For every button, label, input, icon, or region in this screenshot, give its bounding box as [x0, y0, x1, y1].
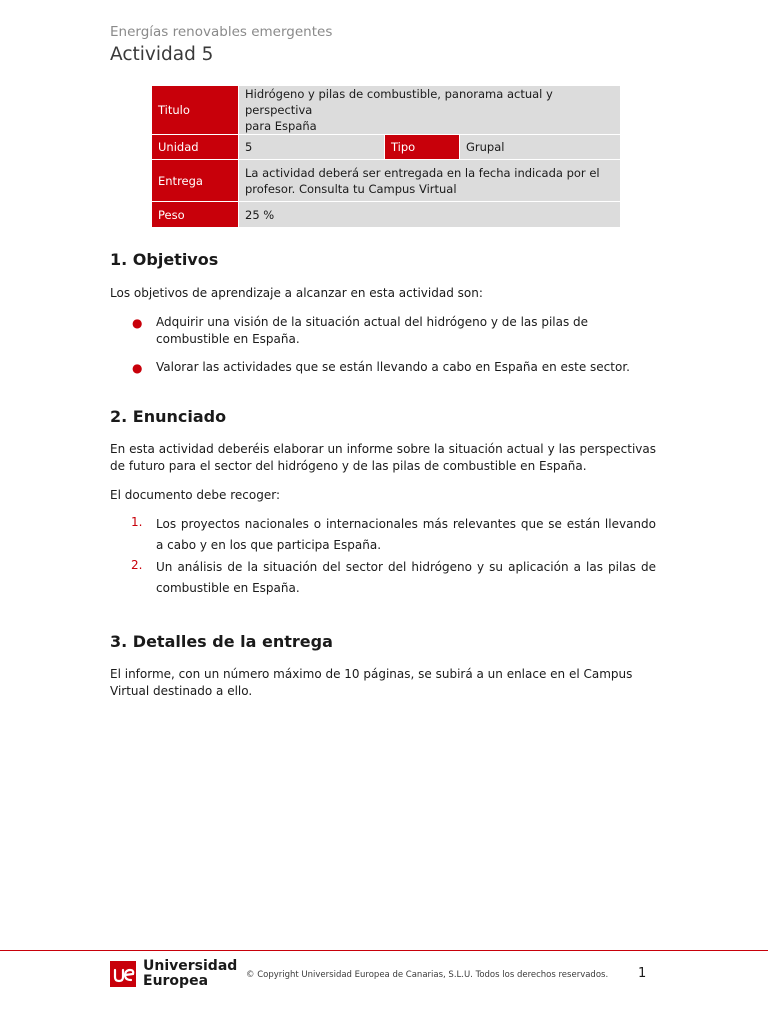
university-logo-icon [110, 961, 136, 987]
unidad-value: 5 [239, 135, 385, 160]
logo-line-1: Universidad [143, 958, 238, 974]
bullet-icon: ● [132, 361, 143, 375]
ue-logo-glyph [110, 961, 136, 987]
enunciado-paragraph-1: En esta actividad deberéis elaborar un informe sobre la situación actual y las perspectivas de futuro para el sector del hidrógeno y de las pilas de combustible en España. [110, 442, 656, 473]
section-heading-enunciado: 2. Enunciado [110, 407, 227, 426]
enunciado-item-2: Un análisis de la situación del sector del hidrógeno y su aplicación a las pilas de combustible en España. [156, 560, 656, 595]
row-entrega [152, 160, 621, 202]
objetivos-intro: Los objetivos de aprendizaje a alcanzar en esta actividad son: [110, 286, 483, 300]
logo-line-2: Europea [143, 973, 209, 989]
objetivo-bullet-1: Adquirir una visión de la situación actual del hidrógeno y de las pilas de combustible en España. [156, 315, 589, 346]
tipo-value: Grupal [460, 135, 621, 160]
entrega-value [239, 160, 621, 202]
activity-info-table [151, 85, 621, 228]
university-logo-text [143, 959, 237, 989]
list-number-2: 2. [131, 558, 143, 572]
enunciado-item-1: Los proyectos nacionales o internacionales más relevantes que se están llevando a cabo y en los que participa España. [156, 517, 656, 552]
entrega-label: Entrega [152, 160, 239, 202]
peso-value: 25 % [239, 202, 621, 228]
entrega-line-1: La actividad deberá ser entregada en la fecha indicada por el [245, 165, 600, 180]
entrega-line-2: profesor. Consulta tu Campus Virtual [245, 181, 457, 196]
detalles-paragraph: El informe, con un número máximo de 10 páginas, se subirá a un enlace en el Campus Virtual destinado a ello. [110, 667, 633, 698]
bullet-icon: ● [132, 316, 143, 330]
unidad-label: Unidad [152, 135, 239, 160]
row-peso [152, 202, 621, 228]
peso-label: Peso [152, 202, 239, 228]
activity-title: Actividad 5 [110, 44, 214, 65]
titulo-line-1: Hidrógeno y pilas de combustible, panorama actual y perspectiva [245, 87, 553, 117]
copyright-notice: © Copyright Universidad Europea de Canarias, S.L.U. Todos los derechos reservados. [246, 970, 609, 980]
course-title: Energías renovables emergentes [110, 24, 333, 40]
row-unidad [152, 135, 621, 160]
list-number-1: 1. [131, 515, 143, 529]
section-heading-detalles: 3. Detalles de la entrega [110, 632, 333, 651]
footer-divider [0, 950, 768, 951]
row-titulo [152, 86, 621, 135]
titulo-label: Titulo [152, 86, 239, 135]
titulo-line-2: para España [245, 119, 317, 133]
enunciado-paragraph-2: El documento debe recoger: [110, 488, 281, 502]
page-number: 1 [638, 966, 647, 981]
titulo-value [239, 86, 621, 135]
section-heading-objetivos: 1. Objetivos [110, 250, 219, 269]
objetivo-bullet-2: Valorar las actividades que se están llevando a cabo en España en este sector. [156, 360, 630, 374]
tipo-label: Tipo [385, 135, 460, 160]
